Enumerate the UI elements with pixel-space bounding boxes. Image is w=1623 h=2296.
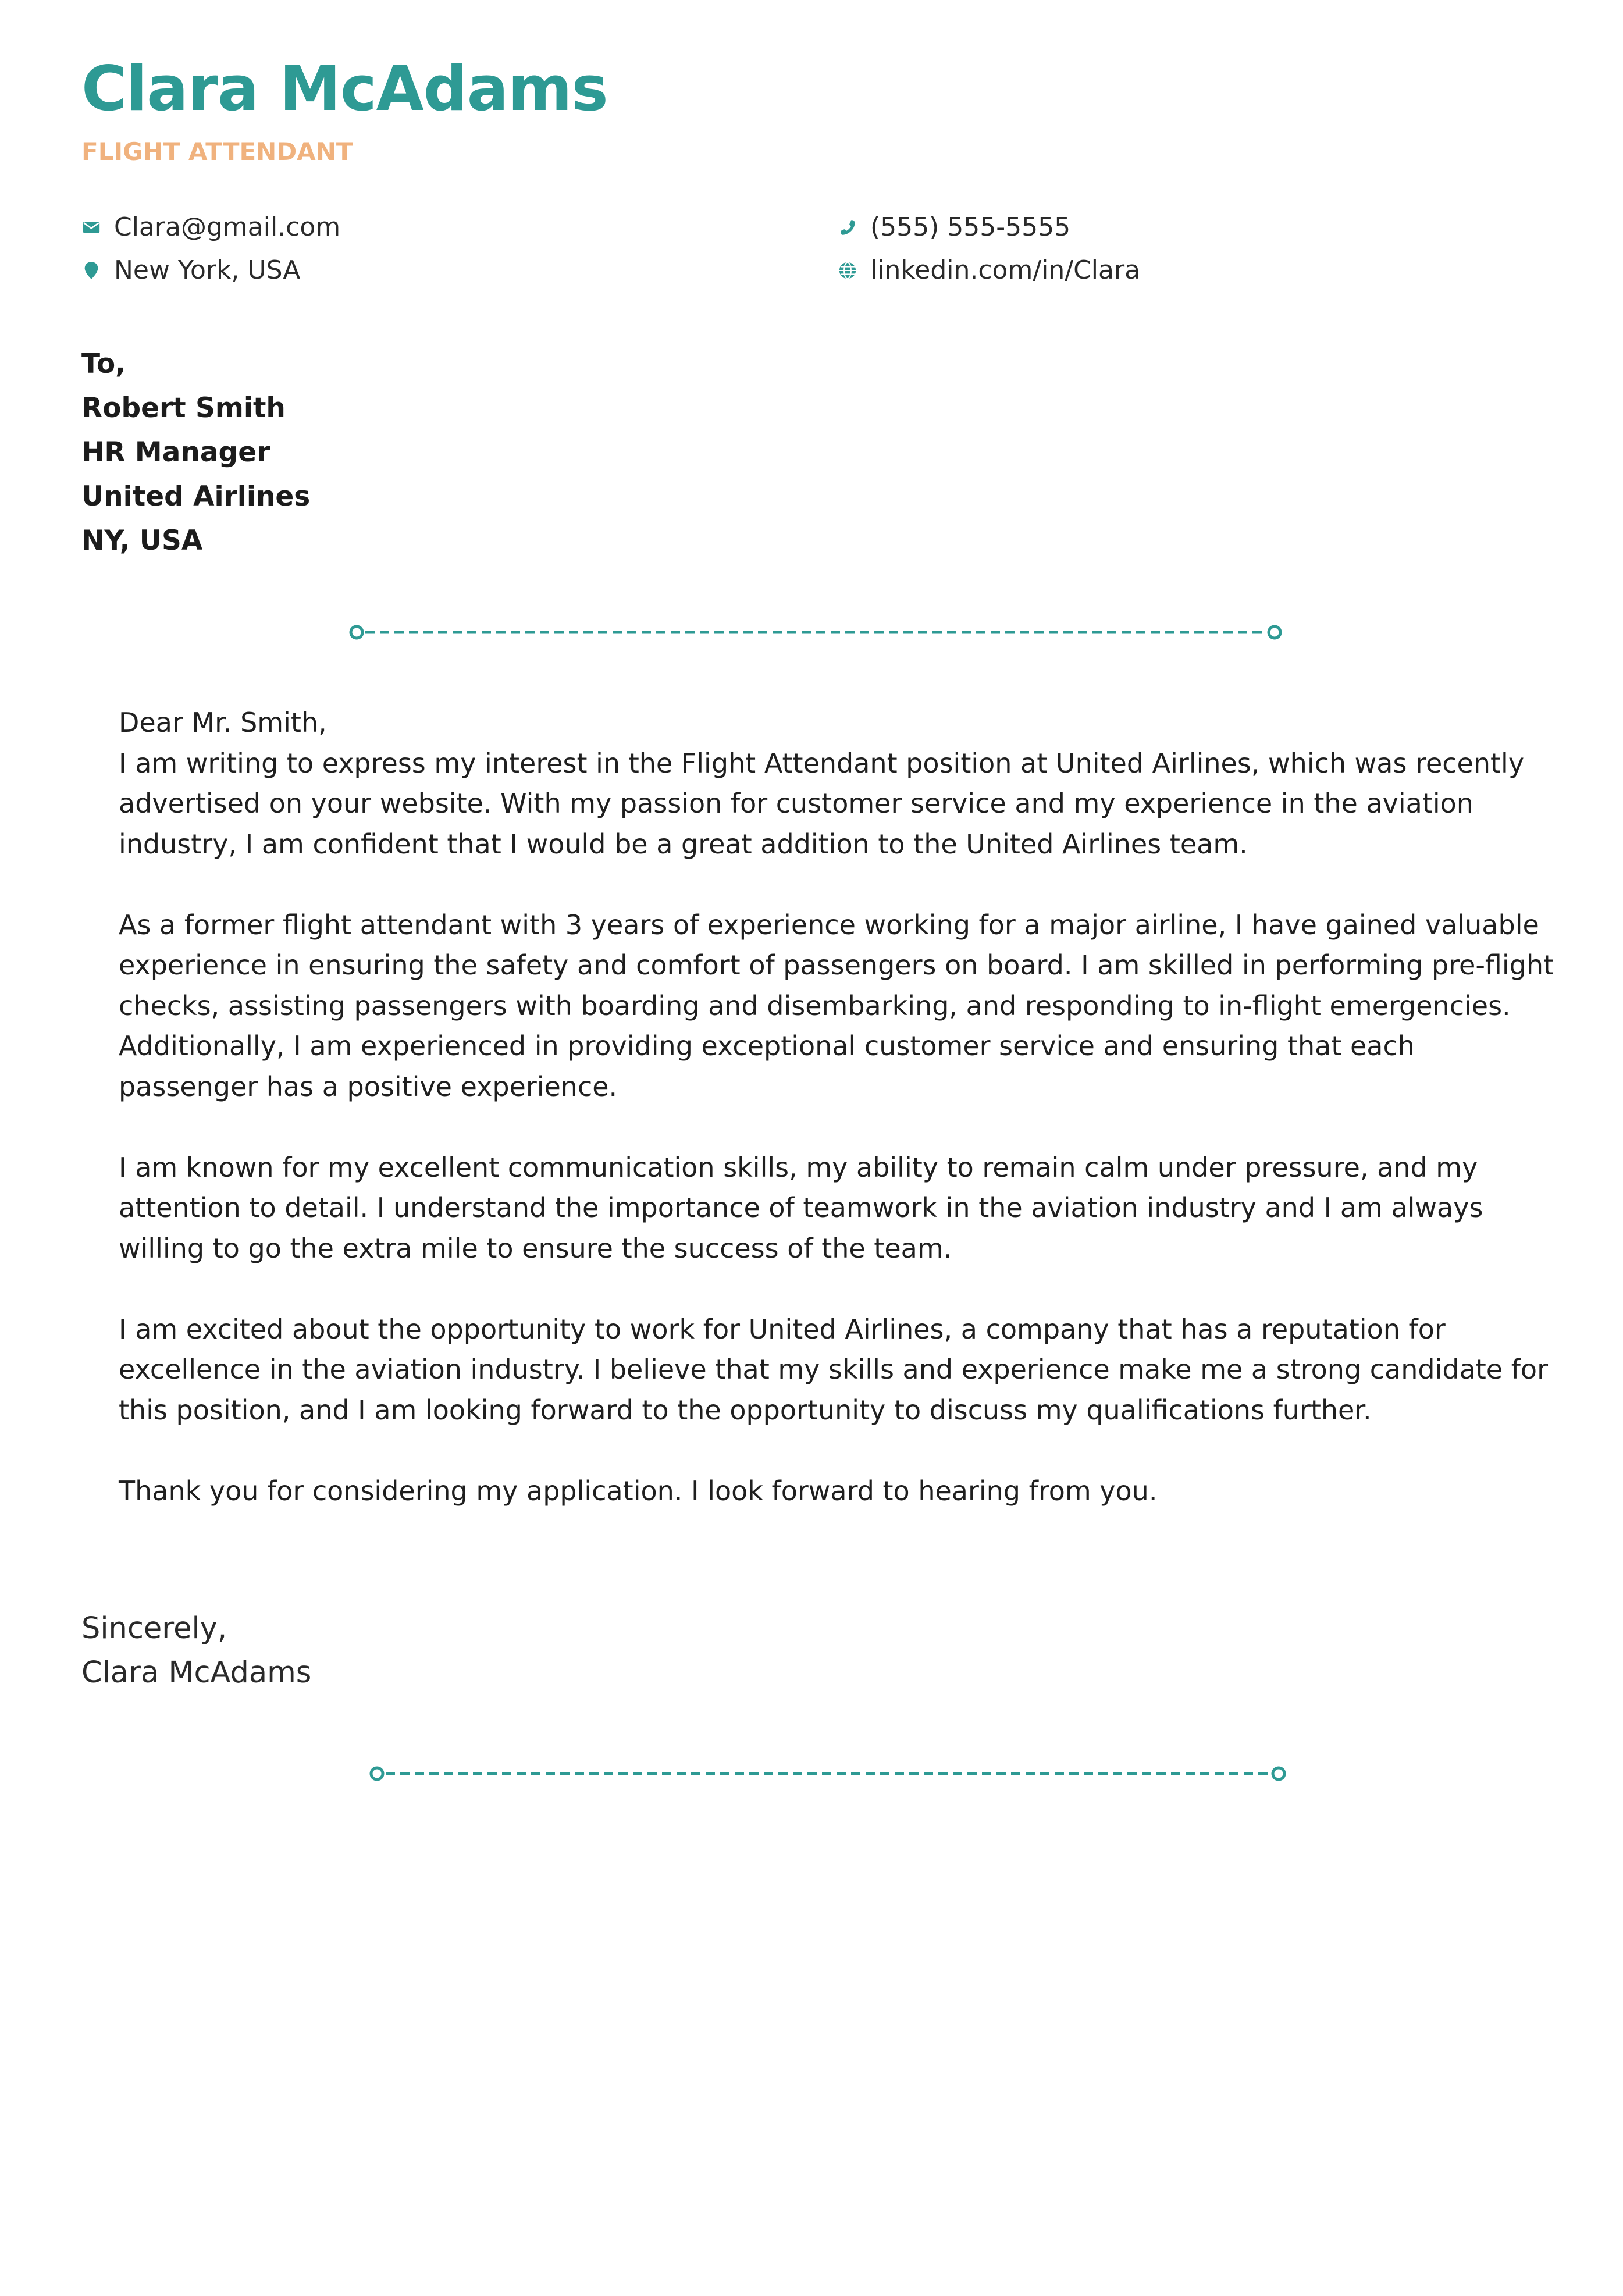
recipient-to: To,	[81, 348, 126, 380]
salutation: Dear Mr. Smith,	[119, 707, 327, 738]
letter-body	[119, 703, 1561, 1511]
globe-icon	[838, 261, 857, 280]
contact-linkedin[interactable]	[838, 255, 1141, 285]
location-text: New York, USA	[114, 255, 301, 285]
closing-block	[81, 1607, 311, 1695]
phone-text: (555) 555-5555	[870, 212, 1071, 242]
recipient-position: HR Manager	[81, 436, 270, 468]
top-divider	[348, 624, 1283, 641]
paragraph: As a former flight attendant with 3 years of experience working for a major airline, I have gained valuable experience in ensuring the safety and comfort of passengers on board. I am skilled in performing pre-flight checks, assisting passengers with boarding and disembarking, and responding to in-flight emergencies. Additionally, I am experienced in providing exceptional customer service and ensuring that each passenger has a positive experience.	[119, 909, 1554, 1102]
paragraph: I am excited about the opportunity to work for United Airlines, a company that has a reputation for excellence in the aviation industry. I believe that my skills and experience make me a strong candidate for this position, and I am looking forward to the opportunity to discuss my qualifications further.	[119, 1313, 1548, 1426]
contact-location	[81, 255, 301, 285]
map-pin-icon	[81, 261, 101, 280]
recipient-location: NY, USA	[81, 525, 203, 557]
paragraph: I am known for my excellent communication skills, my ability to remain calm under pressure, and my attention to detail. I understand the importance of teamwork in the aviation industry and I am always willing to go the extra mile to ensure the success of the team.	[119, 1151, 1483, 1264]
phone-icon	[838, 218, 857, 237]
recipient-name: Robert Smith	[81, 392, 286, 424]
contact-email[interactable]	[81, 212, 341, 242]
job-title: FLIGHT ATTENDANT	[81, 137, 353, 166]
contact-phone[interactable]	[838, 212, 1071, 242]
recipient-block	[81, 342, 310, 563]
signature-name: Clara McAdams	[81, 1656, 312, 1690]
email-text: Clara@gmail.com	[114, 212, 341, 242]
paragraph: Thank you for considering my application. I look forward to hearing from you.	[119, 1475, 1158, 1507]
recipient-company: United Airlines	[81, 480, 311, 512]
valediction: Sincerely,	[81, 1611, 227, 1646]
linkedin-text: linkedin.com/in/Clara	[870, 255, 1141, 285]
bottom-divider	[368, 1765, 1287, 1782]
paragraph: I am writing to express my interest in the Flight Attendant position at United Airlines, which was recently advertised on your website. With my passion for customer service and my experience in the aviation industry, I am confident that I would be a great addition to the United Airlines team.	[119, 747, 1525, 860]
applicant-name: Clara McAdams	[81, 53, 608, 124]
envelope-icon	[81, 218, 101, 237]
